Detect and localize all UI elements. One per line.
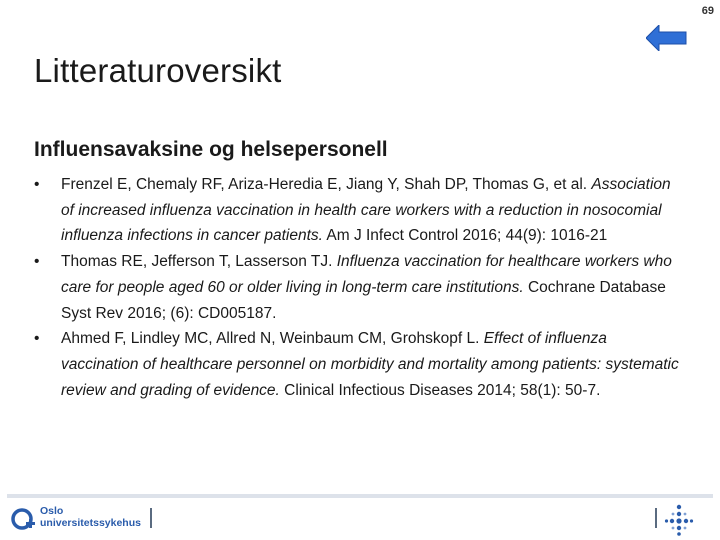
reference-authors: Ahmed F, Lindley MC, Allred N, Weinbaum CM, Grohskopf L. (61, 330, 484, 348)
reference-item (34, 172, 684, 249)
section-subtitle: Influensavaksine og helsepersonell (34, 138, 388, 161)
back-arrow-icon[interactable] (646, 25, 688, 51)
footer-divider (7, 494, 713, 498)
dots-cross-icon (664, 503, 694, 537)
logo-line-oslo: Oslo (40, 505, 64, 517)
page-number: 69 (701, 5, 714, 17)
bullet: • (34, 253, 40, 271)
reference-title: Influenza vaccination for healthcare workers who care for people aged 60 or older living in long-term care institutions. (61, 253, 672, 296)
bullet: • (34, 330, 40, 348)
reference-authors: Frenzel E, Chemaly RF, Ariza-Heredia E, Jiang Y, Shah DP, Thomas G, et al. (61, 176, 592, 193)
ous-logo-icon (10, 505, 36, 533)
footer-separator-left (150, 508, 152, 528)
reference-item (34, 326, 684, 403)
page-title: Litteraturoversikt (34, 52, 282, 89)
reference-list (34, 172, 684, 403)
reference-source: Am J Infect Control 2016; 44(9): 1016-21 (322, 227, 608, 245)
reference-source: Cochrane Database Syst Rev 2016; (6): CD005187. (61, 278, 666, 322)
logo-line-hospital: universitetssykehus (40, 517, 141, 529)
footer-separator-right (655, 508, 657, 528)
reference-title: Association of increased influenza vaccination in health care workers with a reduction in nosocomial influenza infections in cancer patients. (61, 176, 671, 245)
reference-authors: Thomas RE, Jefferson T, Lasserson TJ. (61, 253, 337, 271)
reference-item (34, 249, 684, 326)
bullet: • (34, 176, 40, 193)
reference-source: Clinical Infectious Diseases 2014; 58(1): 50-7. (279, 381, 601, 399)
footer-logo-text (40, 505, 141, 529)
reference-title: Effect of influenza vaccination of healthcare personnel on morbidity and mortality among patients: systematic review and grading of evidence. (61, 330, 679, 399)
